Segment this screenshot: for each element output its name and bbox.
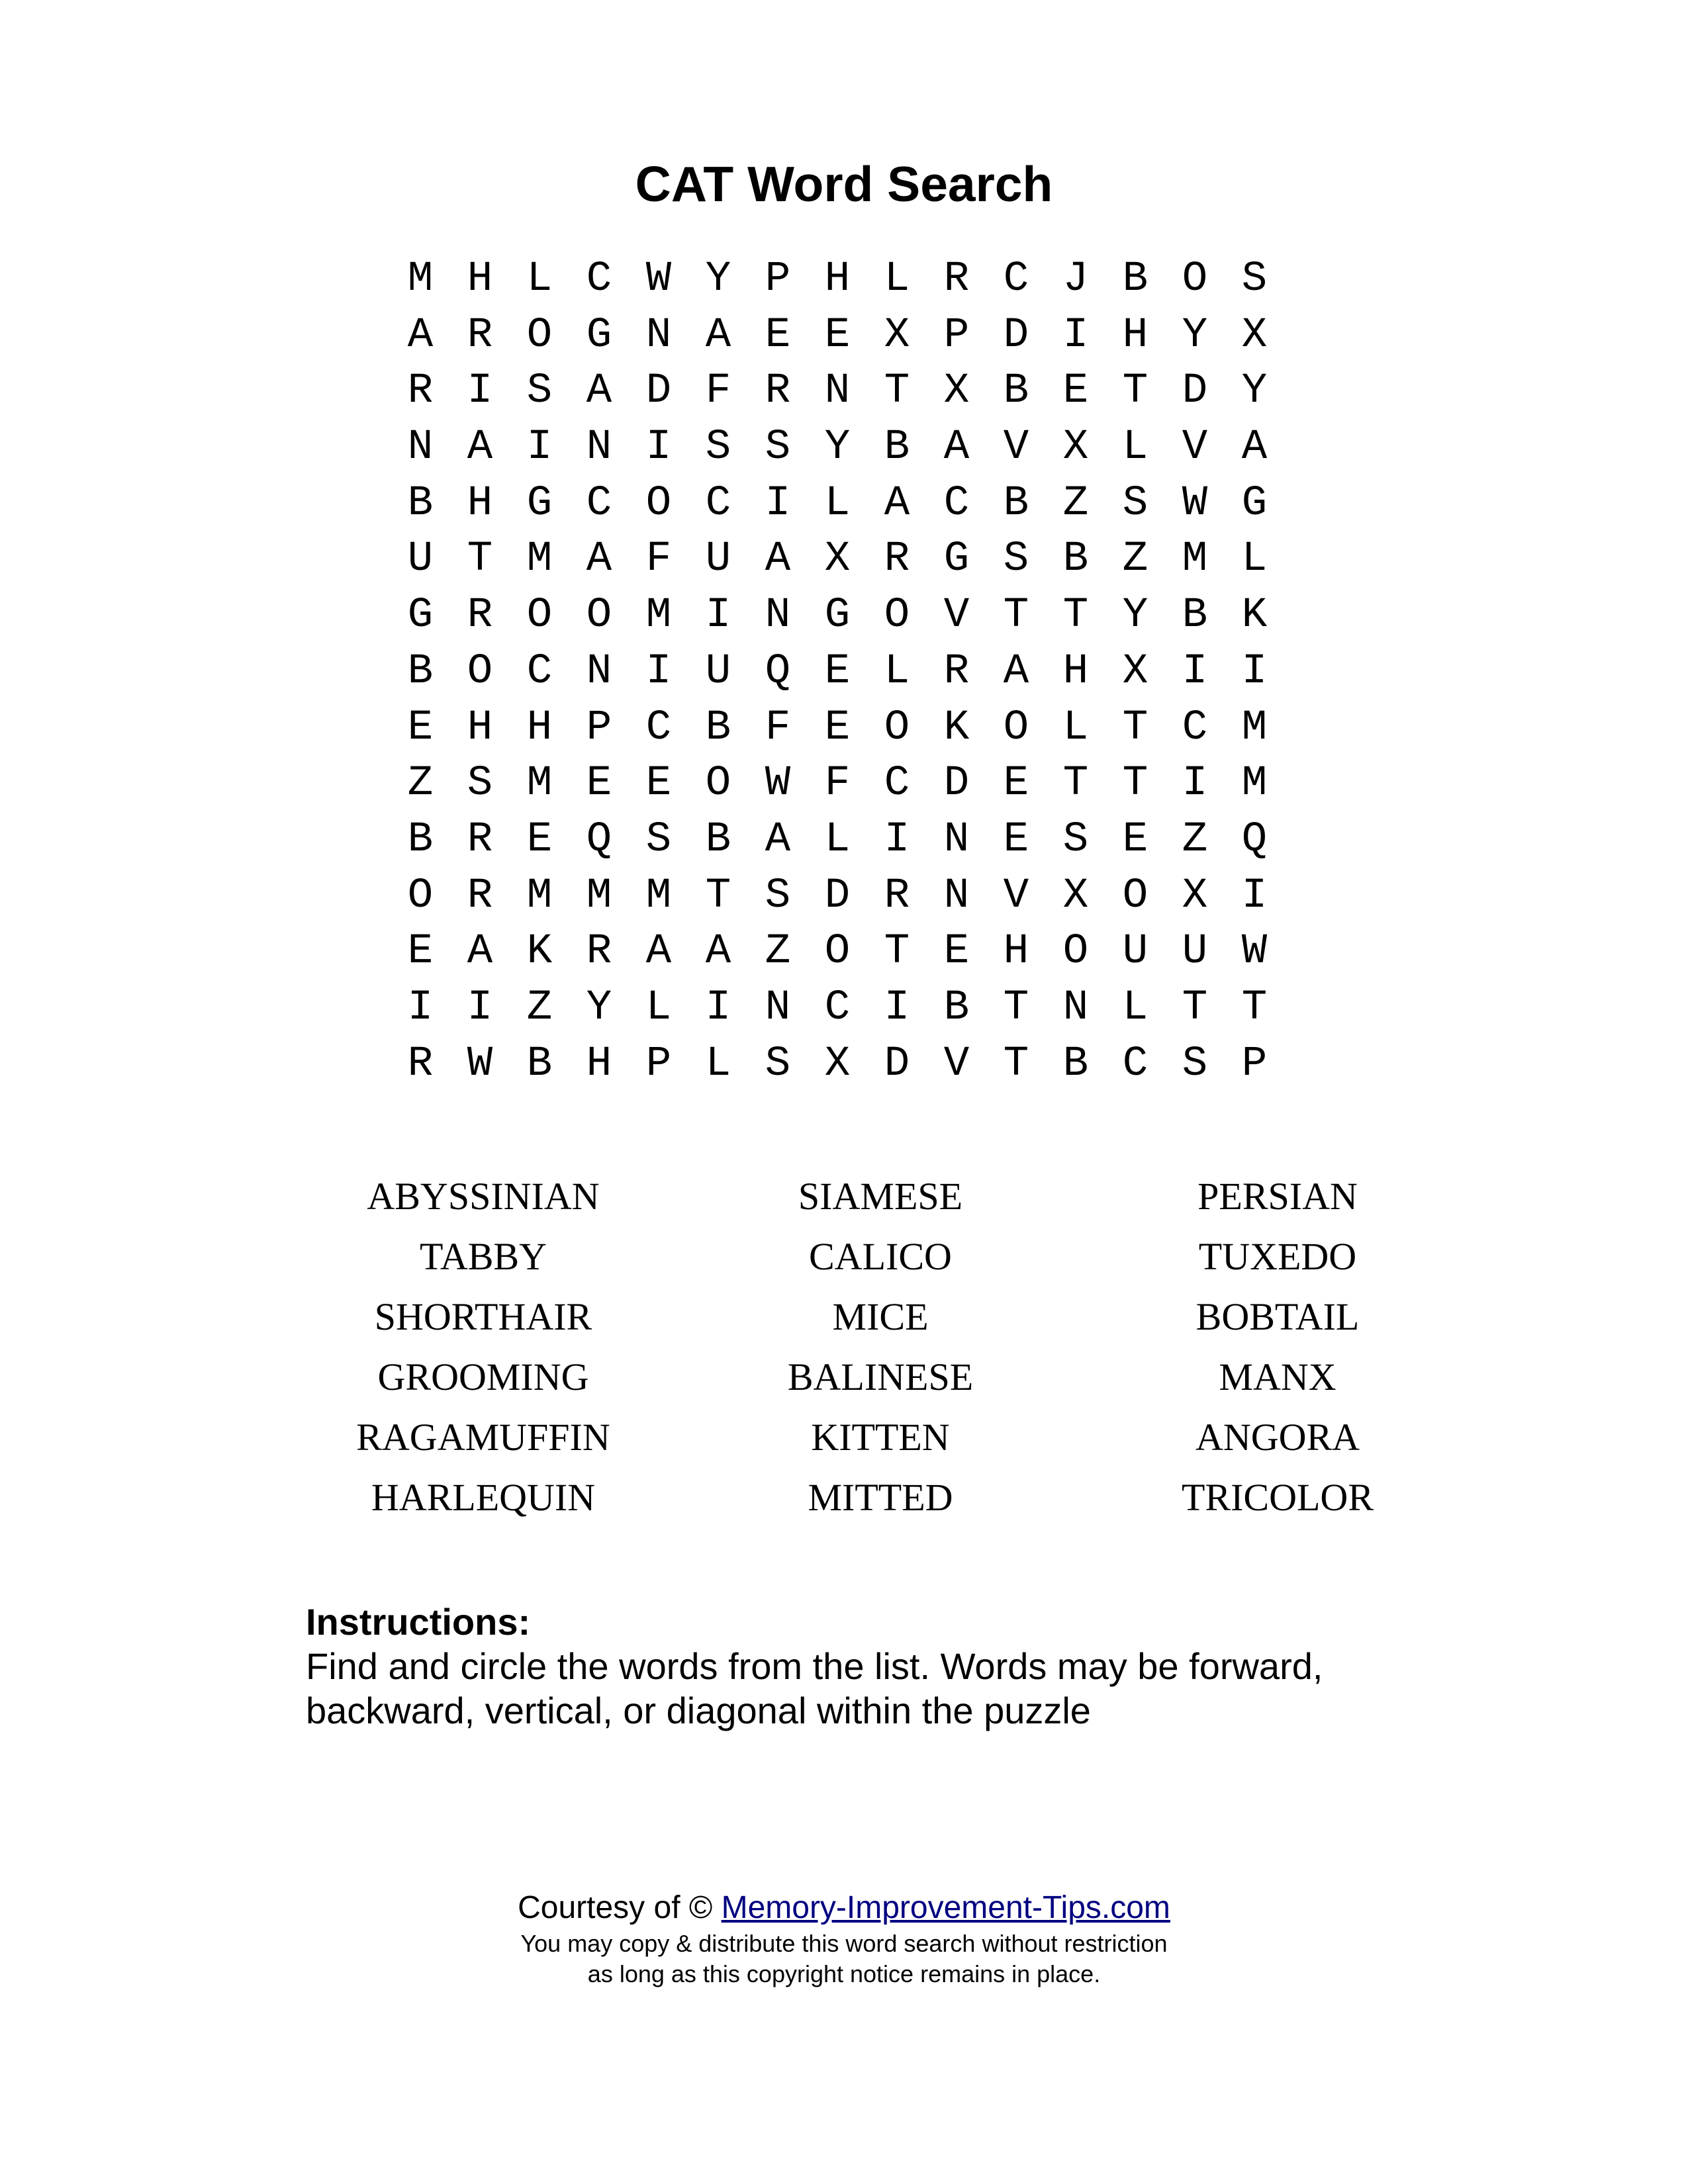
grid-cell[interactable]: S [1122, 479, 1149, 527]
grid-cell[interactable]: U [705, 647, 731, 696]
grid-cell[interactable]: I [705, 592, 731, 640]
grid-cell[interactable]: O [645, 479, 672, 527]
grid-cell[interactable]: R [586, 928, 612, 976]
grid-cell[interactable]: A [1241, 424, 1268, 472]
instructions-line-2: backward, vertical, or diagonal within the puzzle [306, 1690, 1091, 1731]
courtesy-prefix: Courtesy of © [518, 1890, 722, 1925]
grid-cell[interactable]: C [943, 479, 970, 527]
grid-cell[interactable]: B [407, 647, 434, 696]
grid-cell[interactable]: A [586, 367, 612, 416]
grid-cell[interactable]: X [943, 367, 970, 416]
grid-cell[interactable]: U [407, 535, 434, 584]
instructions-section [306, 1600, 1431, 1733]
grid-cell[interactable]: Y [705, 255, 731, 303]
grid-cell[interactable]: B [1182, 592, 1208, 640]
grid-cell[interactable]: X [824, 1040, 851, 1088]
word-list-item: KITTEN [811, 1416, 950, 1459]
grid-cell[interactable]: N [943, 815, 970, 864]
grid-cell[interactable]: P [586, 704, 612, 752]
grid-cell[interactable]: L [645, 983, 672, 1032]
grid-cell[interactable]: O [884, 704, 910, 752]
grid-cell[interactable]: V [943, 1040, 970, 1088]
grid-cell[interactable]: O [407, 872, 434, 920]
grid-cell[interactable]: P [645, 1040, 672, 1088]
grid-cell[interactable]: G [526, 479, 553, 527]
grid-cell[interactable]: I [467, 983, 493, 1032]
grid-cell[interactable]: A [467, 424, 493, 472]
grid-cell[interactable]: A [586, 535, 612, 584]
grid-cell[interactable]: E [407, 704, 434, 752]
grid-cell[interactable]: V [1182, 424, 1208, 472]
grid-cell[interactable]: R [467, 592, 493, 640]
grid-cell[interactable]: Q [1241, 815, 1268, 864]
grid-cell[interactable]: C [1122, 1040, 1149, 1088]
grid-cell[interactable]: L [1122, 424, 1149, 472]
grid-cell[interactable]: H [467, 255, 493, 303]
grid-cell[interactable]: O [1122, 872, 1149, 920]
grid-cell[interactable]: D [645, 367, 672, 416]
grid-cell[interactable]: K [1241, 592, 1268, 640]
grid-cell[interactable]: S [1062, 815, 1089, 864]
grid-cell[interactable]: L [526, 255, 553, 303]
grid-cell[interactable]: D [884, 1040, 910, 1088]
grid-cell[interactable]: I [1182, 760, 1208, 808]
grid-cell[interactable]: A [705, 311, 731, 359]
grid-cell[interactable]: W [467, 1040, 493, 1088]
grid-cell[interactable]: T [1122, 760, 1149, 808]
grid-cell[interactable]: R [765, 367, 791, 416]
grid-cell[interactable]: A [645, 928, 672, 976]
grid-cell[interactable]: I [765, 479, 791, 527]
grid-row [391, 812, 1284, 868]
grid-cell[interactable]: U [705, 535, 731, 584]
word-list-item: MITTED [808, 1476, 953, 1519]
grid-cell[interactable]: Y [824, 424, 851, 472]
grid-cell[interactable]: D [824, 872, 851, 920]
grid-cell[interactable]: P [943, 311, 970, 359]
grid-cell[interactable]: R [884, 535, 910, 584]
grid-cell[interactable]: S [765, 872, 791, 920]
grid-cell[interactable]: T [884, 367, 910, 416]
grid-cell[interactable]: D [943, 760, 970, 808]
word-list-item: HARLEQUIN [371, 1476, 596, 1519]
grid-cell[interactable]: X [884, 311, 910, 359]
grid-cell[interactable]: T [1003, 1040, 1029, 1088]
grid-row [391, 363, 1284, 420]
grid-cell[interactable]: S [645, 815, 672, 864]
grid-cell[interactable]: I [1241, 872, 1268, 920]
grid-cell[interactable]: G [586, 311, 612, 359]
grid-cell[interactable]: O [526, 592, 553, 640]
grid-cell[interactable]: H [824, 255, 851, 303]
grid-cell[interactable]: I [645, 424, 672, 472]
grid-cell[interactable]: S [1241, 255, 1268, 303]
grid-cell[interactable]: T [884, 928, 910, 976]
grid-cell[interactable]: C [824, 983, 851, 1032]
grid-cell[interactable]: F [824, 760, 851, 808]
word-list-item: TUXEDO [1198, 1235, 1357, 1278]
grid-cell[interactable]: S [1003, 535, 1029, 584]
grid-cell[interactable]: R [467, 872, 493, 920]
copyright-notice-line-1: You may copy & distribute this word search without restriction [520, 1930, 1168, 1957]
grid-cell[interactable]: A [407, 311, 434, 359]
grid-cell[interactable]: K [943, 704, 970, 752]
grid-cell[interactable]: C [586, 479, 612, 527]
grid-row [391, 251, 1284, 308]
grid-cell[interactable]: Y [586, 983, 612, 1032]
grid-cell[interactable]: M [526, 760, 553, 808]
grid-row [391, 588, 1284, 644]
grid-cell[interactable]: D [1182, 367, 1208, 416]
word-list-item: TABBY [420, 1235, 547, 1278]
word-list-item: ABYSSINIAN [367, 1175, 600, 1218]
grid-cell[interactable]: Y [1182, 311, 1208, 359]
grid-cell[interactable]: R [943, 647, 970, 696]
grid-cell[interactable]: B [1003, 479, 1029, 527]
grid-cell[interactable]: M [526, 535, 553, 584]
grid-cell[interactable]: E [824, 704, 851, 752]
grid-cell[interactable]: E [1003, 815, 1029, 864]
grid-row [391, 756, 1284, 812]
word-list-item: SIAMESE [798, 1175, 963, 1218]
grid-row [391, 980, 1284, 1036]
grid-cell[interactable]: L [1241, 535, 1268, 584]
grid-cell[interactable]: T [1003, 983, 1029, 1032]
grid-cell[interactable]: G [943, 535, 970, 584]
grid-cell[interactable]: F [705, 367, 731, 416]
grid-cell[interactable]: C [705, 479, 731, 527]
grid-cell[interactable]: T [467, 535, 493, 584]
grid-cell[interactable]: V [1003, 872, 1029, 920]
grid-cell[interactable]: M [645, 872, 672, 920]
grid-cell[interactable]: A [467, 928, 493, 976]
site-link[interactable]: Memory-Improvement-Tips.com [721, 1890, 1170, 1925]
grid-cell[interactable]: D [1003, 311, 1029, 359]
grid-cell[interactable]: M [526, 872, 553, 920]
grid-cell[interactable]: W [765, 760, 791, 808]
grid-cell[interactable]: I [884, 815, 910, 864]
grid-cell[interactable]: C [1182, 704, 1208, 752]
grid-cell[interactable]: Z [1122, 535, 1149, 584]
grid-cell[interactable]: E [1122, 815, 1149, 864]
grid-cell[interactable]: O [1182, 255, 1208, 303]
grid-cell[interactable]: M [407, 255, 434, 303]
grid-cell[interactable]: X [1122, 647, 1149, 696]
grid-row [391, 308, 1284, 364]
grid-cell[interactable]: E [943, 928, 970, 976]
grid-cell[interactable]: H [467, 704, 493, 752]
grid-cell[interactable]: S [467, 760, 493, 808]
grid-cell[interactable]: A [705, 928, 731, 976]
grid-cell[interactable]: I [1062, 311, 1089, 359]
grid-cell[interactable]: M [1241, 704, 1268, 752]
grid-cell[interactable]: I [705, 983, 731, 1032]
grid-cell[interactable]: X [1182, 872, 1208, 920]
grid-cell[interactable]: M [1182, 535, 1208, 584]
grid-cell[interactable]: E [765, 311, 791, 359]
grid-cell[interactable]: C [586, 255, 612, 303]
grid-cell[interactable]: T [1062, 592, 1089, 640]
courtesy-line [0, 1888, 1688, 1929]
letter-grid [391, 251, 1284, 1092]
word-list-item: RAGAMUFFIN [356, 1416, 610, 1459]
grid-cell[interactable]: L [884, 647, 910, 696]
grid-cell[interactable]: I [407, 983, 434, 1032]
grid-row [391, 531, 1284, 588]
instructions-heading: Instructions: [306, 1601, 531, 1643]
grid-cell[interactable]: I [1241, 647, 1268, 696]
grid-cell[interactable]: O [884, 592, 910, 640]
grid-cell[interactable]: N [645, 311, 672, 359]
grid-cell[interactable]: I [645, 647, 672, 696]
grid-cell[interactable]: L [824, 479, 851, 527]
grid-cell[interactable]: H [526, 704, 553, 752]
grid-cell[interactable]: B [1122, 255, 1149, 303]
grid-cell[interactable]: T [1241, 983, 1268, 1032]
word-list [285, 1166, 1476, 1527]
grid-cell[interactable]: K [526, 928, 553, 976]
grid-cell[interactable]: H [1122, 311, 1149, 359]
grid-cell[interactable]: M [645, 592, 672, 640]
grid-cell[interactable]: Q [765, 647, 791, 696]
grid-cell[interactable]: E [526, 815, 553, 864]
grid-cell[interactable]: U [1182, 928, 1208, 976]
grid-cell[interactable]: E [645, 760, 672, 808]
grid-cell[interactable]: L [884, 255, 910, 303]
grid-cell[interactable]: S [705, 424, 731, 472]
grid-row [391, 644, 1284, 700]
grid-cell[interactable]: L [1122, 983, 1149, 1032]
grid-cell[interactable]: Z [407, 760, 434, 808]
grid-cell[interactable]: S [526, 367, 553, 416]
grid-cell[interactable]: Z [1182, 815, 1208, 864]
grid-cell[interactable]: J [1062, 255, 1089, 303]
grid-cell[interactable]: N [586, 424, 612, 472]
grid-cell[interactable]: O [467, 647, 493, 696]
grid-cell[interactable]: R [407, 367, 434, 416]
grid-cell[interactable]: I [467, 367, 493, 416]
word-list-item: BALINESE [787, 1355, 974, 1398]
grid-row [391, 700, 1284, 756]
grid-cell[interactable]: I [526, 424, 553, 472]
grid-cell[interactable]: L [1062, 704, 1089, 752]
grid-cell[interactable]: F [645, 535, 672, 584]
grid-cell[interactable]: B [705, 704, 731, 752]
grid-cell[interactable]: E [1003, 760, 1029, 808]
grid-cell[interactable]: R [943, 255, 970, 303]
grid-cell[interactable]: T [1182, 983, 1208, 1032]
grid-cell[interactable]: A [1003, 647, 1029, 696]
grid-cell[interactable]: H [1003, 928, 1029, 976]
grid-cell[interactable]: V [943, 592, 970, 640]
grid-cell[interactable]: A [884, 479, 910, 527]
copyright-notice-line-2: as long as this copyright notice remains in place. [587, 1960, 1101, 1987]
grid-cell[interactable]: G [824, 592, 851, 640]
grid-row [391, 924, 1284, 980]
footer [0, 1888, 1688, 1989]
grid-cell[interactable]: M [1241, 760, 1268, 808]
grid-cell[interactable]: X [1241, 311, 1268, 359]
grid-row [391, 868, 1284, 925]
grid-cell[interactable]: Y [1241, 367, 1268, 416]
grid-cell[interactable]: A [765, 815, 791, 864]
grid-cell[interactable]: F [765, 704, 791, 752]
grid-cell[interactable]: E [586, 760, 612, 808]
word-list-item: SHORTHAIR [374, 1295, 592, 1338]
grid-cell[interactable]: W [645, 255, 672, 303]
grid-cell[interactable]: O [1062, 928, 1089, 976]
instructions-line-1: Find and circle the words from the list. Words may be forward, [306, 1645, 1323, 1687]
grid-cell[interactable]: Z [765, 928, 791, 976]
grid-cell[interactable]: A [943, 424, 970, 472]
grid-cell[interactable]: S [765, 424, 791, 472]
grid-cell[interactable]: O [824, 928, 851, 976]
word-list-item: GROOMING [377, 1355, 589, 1398]
grid-cell[interactable]: T [705, 872, 731, 920]
grid-cell[interactable]: N [407, 424, 434, 472]
grid-cell[interactable]: H [467, 479, 493, 527]
grid-cell[interactable]: C [884, 760, 910, 808]
grid-cell[interactable]: X [1062, 872, 1089, 920]
grid-cell[interactable]: N [765, 983, 791, 1032]
grid-cell[interactable]: V [1003, 424, 1029, 472]
grid-cell[interactable]: R [407, 1040, 434, 1088]
grid-cell[interactable]: B [884, 424, 910, 472]
word-list-item: BOBTAIL [1196, 1295, 1360, 1338]
grid-cell[interactable]: A [765, 535, 791, 584]
word-list-item: PERSIAN [1197, 1175, 1358, 1218]
grid-cell[interactable]: M [586, 872, 612, 920]
grid-cell[interactable]: T [1122, 367, 1149, 416]
grid-cell[interactable]: N [1062, 983, 1089, 1032]
grid-cell[interactable]: I [884, 983, 910, 1032]
grid-cell[interactable]: C [645, 704, 672, 752]
grid-row [391, 1036, 1284, 1093]
grid-cell[interactable]: T [1062, 760, 1089, 808]
grid-cell[interactable]: R [467, 311, 493, 359]
word-list-item: MICE [832, 1295, 929, 1338]
grid-cell[interactable]: N [586, 647, 612, 696]
grid-cell[interactable]: S [1182, 1040, 1208, 1088]
grid-cell[interactable]: I [1182, 647, 1208, 696]
grid-cell[interactable]: R [467, 815, 493, 864]
grid-cell[interactable]: N [943, 872, 970, 920]
grid-cell[interactable]: E [1062, 367, 1089, 416]
grid-cell[interactable]: B [407, 479, 434, 527]
grid-cell[interactable]: B [526, 1040, 553, 1088]
grid-cell[interactable]: W [1182, 479, 1208, 527]
grid-cell[interactable]: O [705, 760, 731, 808]
grid-cell[interactable]: E [407, 928, 434, 976]
grid-row [391, 420, 1284, 476]
grid-cell[interactable]: T [1003, 592, 1029, 640]
grid-cell[interactable]: T [1122, 704, 1149, 752]
grid-cell[interactable]: U [1122, 928, 1149, 976]
grid-cell[interactable]: O [586, 592, 612, 640]
grid-cell[interactable]: L [824, 815, 851, 864]
grid-cell[interactable]: H [1062, 647, 1089, 696]
grid-cell[interactable]: C [1003, 255, 1029, 303]
grid-cell[interactable]: O [526, 311, 553, 359]
word-list-item: MANX [1219, 1355, 1336, 1398]
grid-cell[interactable]: B [407, 815, 434, 864]
grid-cell[interactable]: Y [1122, 592, 1149, 640]
grid-cell[interactable]: R [884, 872, 910, 920]
grid-cell[interactable]: P [765, 255, 791, 303]
page-title: CAT Word Search [635, 156, 1053, 212]
grid-cell[interactable]: E [824, 647, 851, 696]
grid-cell[interactable]: B [1062, 535, 1089, 584]
grid-cell[interactable]: C [526, 647, 553, 696]
grid-cell[interactable]: O [1003, 704, 1029, 752]
grid-cell[interactable]: B [1062, 1040, 1089, 1088]
grid-cell[interactable]: G [407, 592, 434, 640]
grid-cell[interactable]: Z [526, 983, 553, 1032]
grid-cell[interactable]: S [765, 1040, 791, 1088]
grid-cell[interactable]: E [824, 311, 851, 359]
word-list-item: CALICO [809, 1235, 952, 1278]
grid-cell[interactable]: X [1062, 424, 1089, 472]
grid-cell[interactable]: X [824, 535, 851, 584]
grid-cell[interactable]: B [943, 983, 970, 1032]
grid-cell[interactable]: B [1003, 367, 1029, 416]
grid-cell[interactable]: P [1241, 1040, 1268, 1088]
grid-cell[interactable]: Q [586, 815, 612, 864]
grid-cell[interactable]: H [586, 1040, 612, 1088]
word-list-item: ANGORA [1195, 1416, 1360, 1459]
grid-cell[interactable]: W [1241, 928, 1268, 976]
grid-cell[interactable]: L [705, 1040, 731, 1088]
grid-cell[interactable]: Z [1062, 479, 1089, 527]
grid-cell[interactable]: N [824, 367, 851, 416]
word-list-item: TRICOLOR [1182, 1476, 1374, 1519]
grid-cell[interactable]: N [765, 592, 791, 640]
grid-cell[interactable]: G [1241, 479, 1268, 527]
grid-row [391, 476, 1284, 532]
grid-cell[interactable]: B [705, 815, 731, 864]
